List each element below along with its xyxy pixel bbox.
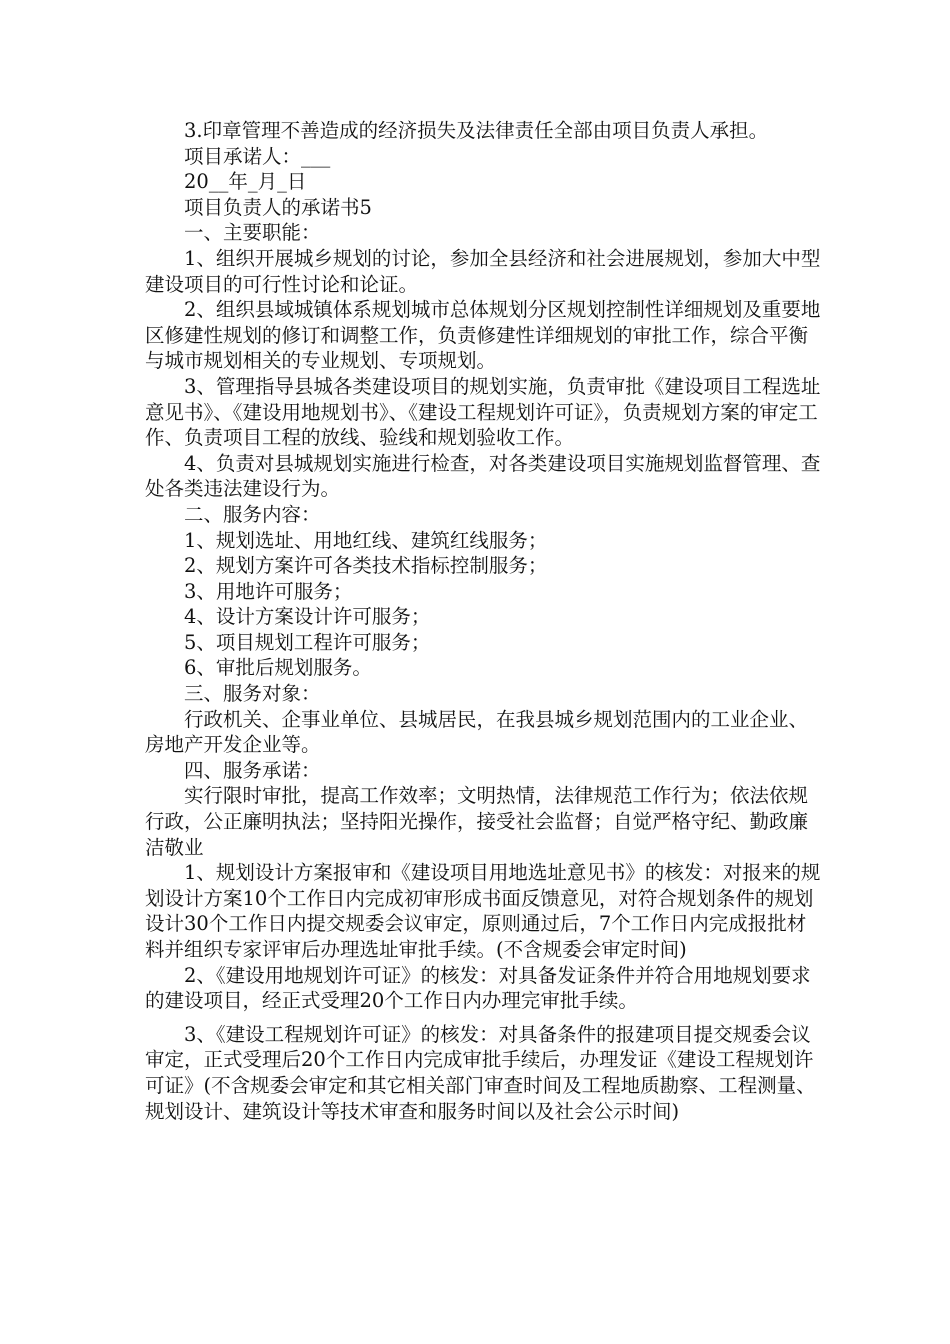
service-item-4: 4、设计方案设计许可服务； (184, 605, 431, 629)
commitment-item-3: 3、《建设工程规划许可证》的核发：对具备条件的报建项目提交规委会议审定，正式受理后20个工作日内完成审批手续后，办理发证《建设工程规划许可证》(不含规委会审定和其它相关部门审查时间及工程地质勘察、工程测量、规划设计、建筑设计等技术审查和服务时间以及社会公示时间) (145, 1022, 816, 1123)
heading-service-targets: 三、服务对象： (184, 682, 321, 706)
service-item-3: 3、用地许可服务； (184, 579, 353, 603)
commitment-item-2: 2、《建设用地规划许可证》的核发：对具备发证条件并符合用地规划要求的建设项目，经正式受理20个工作日内办理完审批手续。 (145, 963, 811, 1013)
heading-main-functions: 一、主要职能： (184, 221, 321, 245)
paragraph-promisor-signature: 项目承诺人：___ (184, 144, 331, 168)
service-item-1: 1、规划选址、用地红线、建筑红线服务； (184, 528, 548, 552)
function-item-4: 4、负责对县城规划实施进行检查，对各类建设项目实施规划监督管理、查处各类违法建设行为。 (145, 451, 821, 501)
service-item-5: 5、项目规划工程许可服务； (184, 630, 431, 654)
service-targets-text: 行政机关、企事业单位、县城居民，在我县城乡规划范围内的工业企业、房地产开发企业等。 (145, 707, 809, 757)
section-title: 项目负责人的承诺书5 (184, 195, 372, 219)
commitment-summary: 实行限时审批，提高工作效率；文明热情，法律规范工作行为；依法依规行政，公正廉明执法；坚持阳光操作，接受社会监督；自觉严格守纪、勤政廉洁敬业 (145, 784, 809, 859)
function-item-3: 3、管理指导县城各类建设项目的规划实施，负责审批《建设项目工程选址意见书》、《建设用地规划书》、《建设工程规划许可证》，负责规划方案的审定工作、负责项目工程的放线、验线和规划验收工作。 (145, 374, 821, 450)
commitment-item-1: 1、规划设计方案报审和《建设项目用地选址意见书》的核发：对报来的规划设计方案10个工作日内完成初审形成书面反馈意见，对符合规划条件的规划设计30个工作日内提交规委会议审定，原则通过后，7个工作日内完成报批材料并组织专家评审后办理选址审批手续。(不含规委会审定时间) (145, 861, 821, 961)
service-item-6: 6、审批后规划服务。 (184, 656, 372, 680)
paragraph-date: 20__年_月_日 (184, 170, 307, 194)
document-body (145, 118, 825, 1124)
paragraph-seal-liability: 3.印章管理不善造成的经济损失及法律责任全部由项目负责人承担。 (184, 119, 769, 142)
heading-service-content: 二、服务内容： (184, 502, 321, 526)
service-item-2: 2、规划方案许可各类技术指标控制服务； (184, 554, 548, 578)
function-item-1: 1、组织开展城乡规划的讨论，参加全县经济和社会进展规划，参加大中型建设项目的可行性讨论和论证。 (145, 246, 821, 296)
function-item-2: 2、组织县域城镇体系规划城市总体规划分区规划控制性详细规划及重要地区修建性规划的修订和调整工作，负责修建性详细规划的审批工作，综合平衡与城市规划相关的专业规划、专项规划。 (145, 298, 821, 373)
heading-service-commitment: 四、服务承诺： (184, 758, 321, 782)
